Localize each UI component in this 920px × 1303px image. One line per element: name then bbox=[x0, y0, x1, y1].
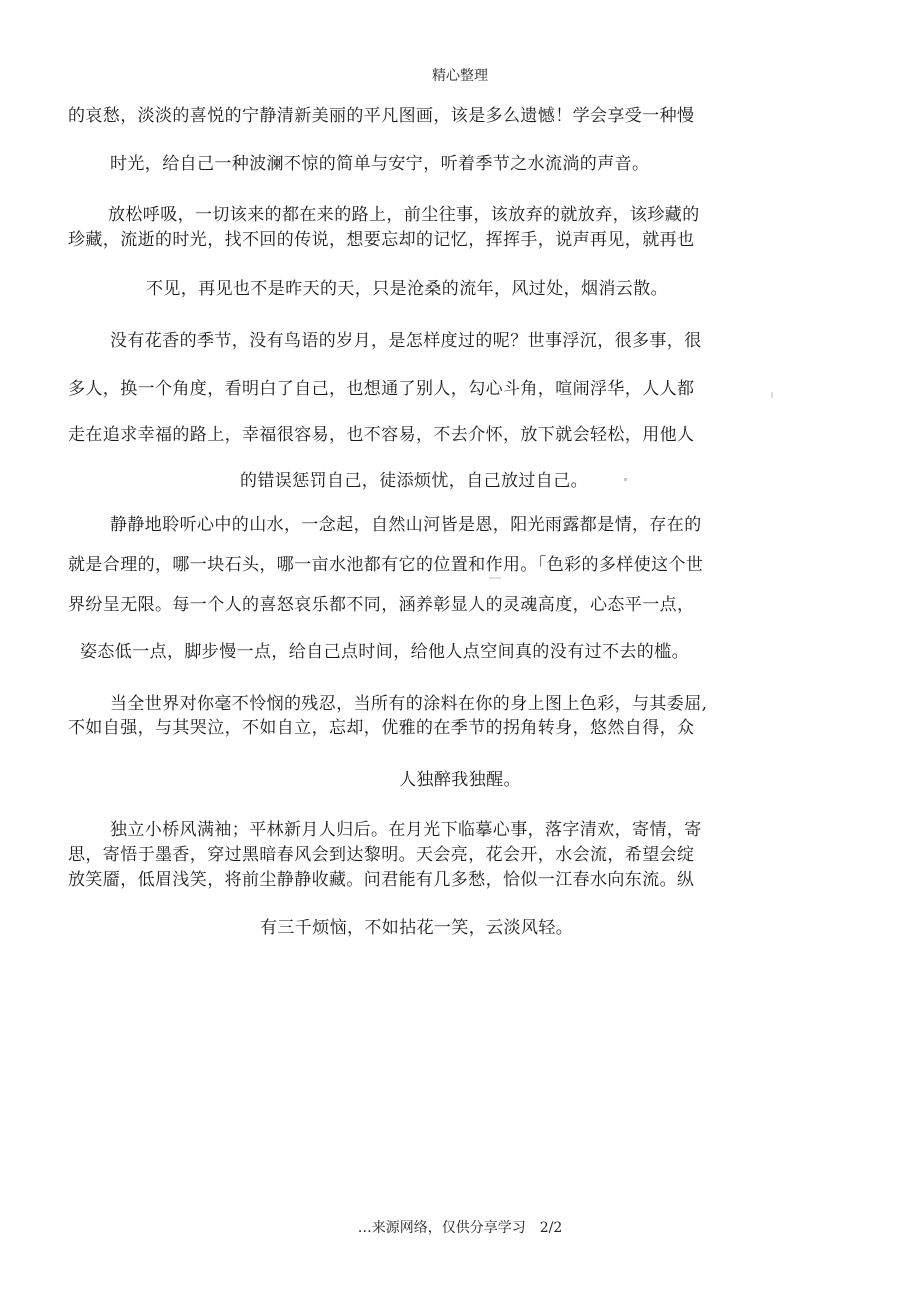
footer-source-note: …来源网络，仅供分享学习 bbox=[357, 1220, 526, 1236]
page-number: 2/2 bbox=[539, 1220, 563, 1236]
text-line: 没有花香的季节，没有鸟语的岁月，是怎样度过的呢？世事浮沉，很多事，很 bbox=[110, 331, 702, 351]
text-line: 不见，再见也不是昨天的天，只是沧桑的流年，风过处，烟消云散。 bbox=[146, 279, 668, 299]
scan-speck bbox=[624, 478, 627, 481]
text-line: 独立小桥风满袖；平林新月人归后。在月光下临摹心事，落字清欢，寄情，寄 bbox=[110, 820, 702, 840]
text-line: 的哀愁，淡淡的喜悦的宁静清新美丽的平凡图画，该是多么遗憾！学会享受一种慢 bbox=[68, 106, 695, 126]
text-line: 思，寄悟于墨香，穿过黑暗春风会到达黎明。天会亮，花会开，水会流，希望会绽 bbox=[68, 845, 695, 865]
text-line: 当全世界对你毫不怜悯的残忍，当所有的涂料在你的身上图上色彩，与其委屈, bbox=[110, 694, 708, 714]
page-header: 精心整理 bbox=[432, 68, 488, 84]
scan-speck bbox=[489, 577, 501, 579]
page-footer bbox=[0, 1218, 920, 1238]
text-line: 走在追求幸福的路上，幸福很容易，也不容易，不去介怀，放下就会轻松，用他人 bbox=[68, 425, 695, 445]
text-line: 不如自强，与其哭泣，不如自立，忘却，优雅的在季节的拐角转身，悠然自得，众 bbox=[68, 718, 695, 738]
text-line: 姿态低一点，脚步慢一点，给自己点时间，给他人点空间真的没有过不去的槛。 bbox=[80, 642, 689, 662]
text-line: 就是合理的，哪一块石头，哪一亩水池都有它的位置和作用。「色彩的多样使这个世 bbox=[68, 555, 704, 575]
text-line: 放笑靥，低眉浅笑，将前尘静静收藏。问君能有几多愁，恰似一江春水向东流。纵 bbox=[68, 870, 695, 890]
text-line: 的错误惩罚自己，徒添烦忧，自己放过自己。 bbox=[240, 471, 588, 491]
text-line: 放松呼吸，一切该来的都在来的路上，前尘往事，该放弃的就放弃，该珍藏的 bbox=[108, 205, 700, 225]
text-line: 时光，给自己一种波澜不惊的简单与安宁，听着季节之水流淌的声音。 bbox=[110, 154, 650, 174]
text-line: 珍藏，流逝的时光，找不回的传说，想要忘却的记忆，挥挥手，说声再见，就再也 bbox=[68, 230, 695, 250]
text-line: 静静地聆听心中的山水，一念起，自然山河皆是恩，阳光雨露都是情，存在的 bbox=[110, 515, 702, 535]
text-line: 界纷呈无限。每一个人的喜怒哀乐都不同，涵养彰显人的灵魂高度，心态平一点， bbox=[68, 595, 695, 615]
text-line: 人独醉我独醒。 bbox=[399, 770, 521, 790]
text-line: 多人，换一个角度，看明白了自己，也想通了别人，勾心斗角，喧闹浮华，人人都 bbox=[68, 379, 695, 399]
scan-speck bbox=[771, 392, 773, 398]
text-line: 有三千烦恼，不如拈花一笑，云淡风轻。 bbox=[260, 918, 574, 938]
